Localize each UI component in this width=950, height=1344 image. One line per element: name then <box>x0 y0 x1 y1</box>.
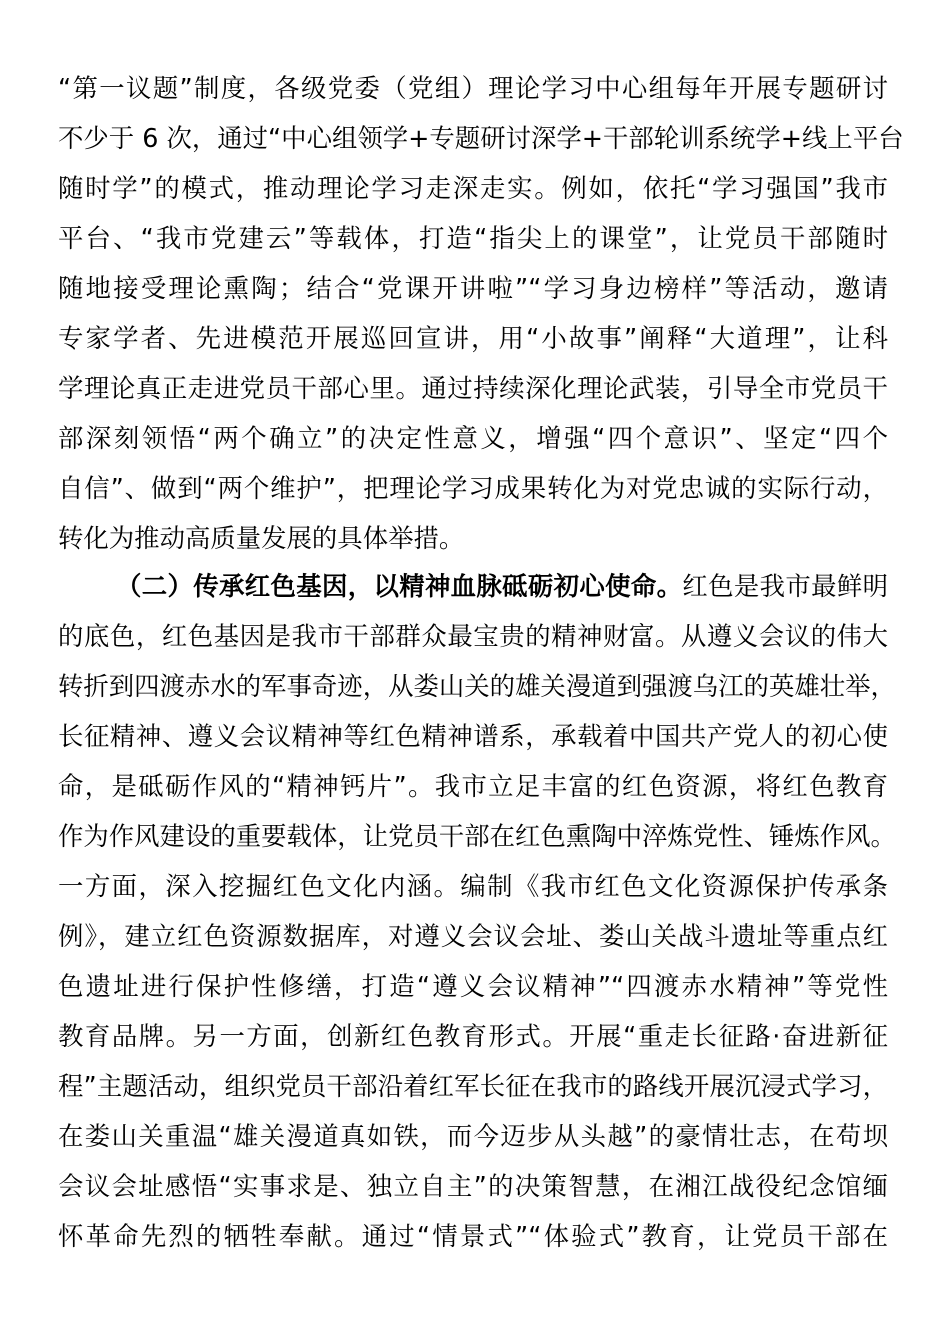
text-line: 部深刻领悟“两个确立”的决定性意义，增强“四个意识”、坚定“四个 <box>58 423 888 453</box>
text-line: 色遗址进行保护性修缮，打造“遵义会议精神”“四渡赤水精神”等党性 <box>58 971 888 1001</box>
text-line: 教育品牌。另一方面，创新红色教育形式。开展“重走长征路·奋进新征 <box>58 1021 888 1051</box>
section-first-line-rest: 红色是我市最鲜明 <box>682 571 889 601</box>
text-line: 转折到四渡赤水的军事奇迹，从娄山关的雄关漫道到强渡乌江的英雄壮举， <box>58 671 896 701</box>
text-line: 作为作风建设的重要载体，让党员干部在红色熏陶中淬炼党性、锤炼作风。 <box>58 821 896 851</box>
text-line: 专家学者、先进模范开展巡回宣讲，用“小故事”阐释“大道理”，让科 <box>58 323 888 353</box>
text-line: 程”主题活动，组织党员干部沿着红军长征在我市的路线开展沉浸式学习， <box>58 1071 888 1101</box>
text-line: 长征精神、遵义会议精神等红色精神谱系，承载着中国共产党人的初心使 <box>58 721 888 751</box>
text-line: 自信”、做到“两个维护”，把理论学习成果转化为对党忠诚的实际行动， <box>58 473 888 503</box>
text-line: 学理论真正走进党员干部心里。通过持续深化理论武装，引导全市党员干 <box>58 373 888 403</box>
text-line: 转化为推动高质量发展的具体举措。 <box>58 523 465 553</box>
text-line: 在娄山关重温“雄关漫道真如铁，而今迈步从头越”的豪情壮志，在苟坝 <box>58 1121 888 1151</box>
text-line: 命，是砥砺作风的“精神钙片”。我市立足丰富的红色资源，将红色教育 <box>58 771 888 801</box>
text-line: 会议会址感悟“实事求是、独立自主”的决策智慧，在湘江战役纪念馆缅 <box>58 1171 888 1201</box>
text-line: 平台、“我市党建云”等载体，打造“指尖上的课堂”，让党员干部随时 <box>58 223 888 253</box>
text-line: 怀革命先烈的牺牲奉献。通过“情景式”“体验式”教育，让党员干部在 <box>58 1221 888 1251</box>
text-line: 不少于 6 次，通过“中心组领学+专题研讨深学+干部轮训系统学+线上平台 <box>58 123 904 153</box>
text-line: 随时学”的模式，推动理论学习走深走实。例如，依托“学习强国”我市 <box>58 173 888 203</box>
text-line: 随地接受理论熏陶；结合“党课开讲啦”“学习身边榜样”等活动，邀请 <box>58 273 888 303</box>
section-heading: （二）传承红色基因，以精神血脉砥砺初心使命。 <box>116 571 683 601</box>
text-line: 的底色，红色基因是我市干部群众最宝贵的精神财富。从遵义会议的伟大 <box>58 621 888 651</box>
text-line: 一方面，深入挖掘红色文化内涵。编制《我市红色文化资源保护传承条 <box>58 871 888 901</box>
text-line: 例》，建立红色资源数据库，对遵义会议会址、娄山关战斗遗址等重点红 <box>58 921 888 951</box>
section-first-line <box>116 566 888 606</box>
text-line: “第一议题”制度，各级党委（党组）理论学习中心组每年开展专题研讨 <box>58 73 888 103</box>
